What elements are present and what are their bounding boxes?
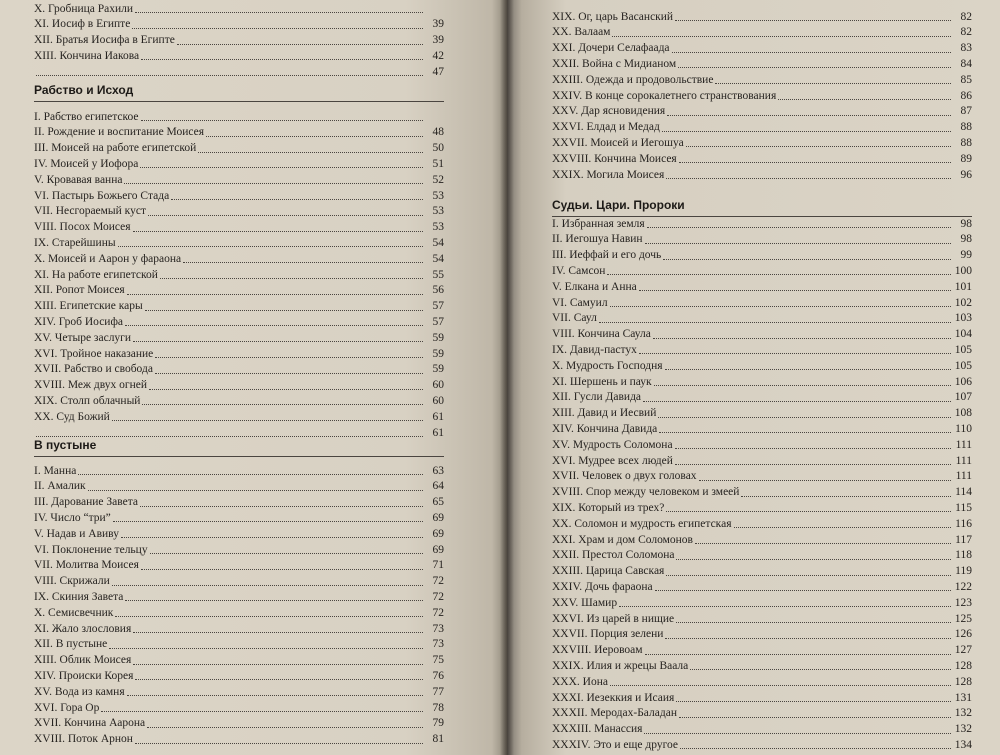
entry-title: VI. Пастырь Божьего Стада: [34, 189, 170, 202]
entry-title: IX. Давид-пастух: [552, 343, 637, 356]
entry-title: XXIII. Одежда и продовольствие: [552, 73, 714, 86]
entry-page-number: 132: [954, 707, 972, 720]
entry-page-number: 110: [955, 422, 972, 435]
entry-page-number: 126: [954, 628, 972, 641]
toc-entry: [34, 406, 444, 423]
entry-title: IV. Самсон: [552, 264, 606, 277]
entry-page-number: 65: [432, 496, 444, 509]
entry-page-number: 54: [432, 252, 444, 265]
entry-page-number: 85: [960, 73, 972, 86]
entry-title: IV. Моисей у Иофора: [34, 157, 139, 170]
toc-entry: [34, 523, 444, 540]
toc-entry: [552, 734, 972, 751]
toc-entry: [552, 324, 972, 341]
entry-page-number: 86: [960, 89, 972, 102]
entry-page-number: 99: [960, 249, 972, 262]
toc-entry: [34, 729, 444, 746]
toc-entry: [552, 576, 972, 593]
entry-page-number: 69: [432, 543, 444, 556]
toc-entry: [34, 106, 444, 123]
toc-entry: [552, 101, 972, 118]
toc-entry: [552, 132, 972, 149]
entry-page-number: 53: [432, 221, 444, 234]
entry-title: VI. Поклонение тельцу: [34, 543, 148, 556]
entry-title: XII. Гусли Давида: [552, 391, 642, 404]
toc-entry: [552, 466, 972, 483]
entry-page-number: 84: [960, 57, 972, 70]
toc-entry: [552, 482, 972, 499]
section-heading-wilderness: В пустыне: [34, 438, 97, 452]
entry-title: XIX. Столп облачный: [34, 394, 141, 407]
toc-entry: [552, 164, 972, 181]
toc-entry: [34, 681, 444, 698]
entry-title: I. Манна: [34, 464, 77, 477]
entry-title: XVII. Кончина Аарона: [34, 717, 146, 730]
entry-page-number: 55: [432, 268, 444, 281]
entry-page-number: 69: [432, 527, 444, 540]
entry-page-number: 118: [955, 549, 972, 562]
toc-entry: [552, 545, 972, 562]
toc-entry: [34, 296, 444, 313]
entry-title: I. Избранная земля: [552, 217, 645, 230]
toc-entry: [34, 201, 444, 218]
entry-page-number: 111: [955, 470, 972, 483]
toc-entry: [552, 69, 972, 86]
entry-page-number: 127: [954, 644, 972, 657]
entry-title: XXXII. Меродах-Баладан: [552, 707, 677, 720]
entry-page-number: 59: [432, 331, 444, 344]
toc-entry: [34, 713, 444, 730]
entry-page-number: 72: [432, 590, 444, 603]
toc-entry: [34, 697, 444, 714]
toc-entry: [552, 339, 972, 356]
entry-title: I. Рабство египетское: [34, 110, 139, 123]
entry-page-number: 134: [954, 738, 972, 751]
entry-title: XVII. Рабство и свобода: [34, 363, 153, 376]
entry-title: XXIX. Илия и жрецы Ваала: [552, 659, 689, 672]
entry-title: XXXIII. Манассия: [552, 723, 643, 736]
entry-page-number: 111: [955, 438, 972, 451]
entry-page-number: 39: [432, 34, 444, 47]
toc-entry: [34, 618, 444, 635]
entry-page-number: 82: [960, 26, 972, 39]
toc-entry: [34, 390, 444, 407]
toc-entry: [552, 450, 972, 467]
dot-leader: [666, 178, 951, 179]
entry-title: IV. Число “три”: [34, 511, 111, 524]
toc-entry: [34, 169, 444, 186]
entry-title: XXII. Война с Мидианом: [552, 57, 677, 70]
entry-page-number: 53: [432, 205, 444, 218]
entry-page-number: 52: [432, 173, 444, 186]
toc-entry: [552, 497, 972, 514]
toc-entry: [34, 460, 444, 477]
toc-entry: [552, 561, 972, 578]
entry-title: XXV. Шамир: [552, 596, 618, 609]
entry-title: II. Амалик: [34, 480, 86, 493]
toc-entry: [34, 248, 444, 265]
entry-page-number: 72: [432, 575, 444, 588]
entry-page-number: 76: [432, 669, 444, 682]
toc-entry: [552, 260, 972, 277]
entry-title: XXV. Дар ясновидения: [552, 105, 666, 118]
entry-page-number: 51: [432, 157, 444, 170]
toc-entry: [34, 138, 444, 155]
entry-title: XX. Валаам: [552, 26, 611, 39]
entry-title: XIV. Кончина Давида: [552, 422, 658, 435]
entry-page-number: 63: [432, 464, 444, 477]
toc-entry: [552, 624, 972, 641]
entry-title: XIV. Гроб Иосифа: [34, 315, 124, 328]
toc-entry: [552, 719, 972, 736]
entry-page-number: 53: [432, 189, 444, 202]
entry-page-number: 103: [954, 312, 972, 325]
entry-page-number: 61: [432, 426, 444, 439]
entry-page-number: 78: [432, 701, 444, 714]
toc-entry: [552, 117, 972, 134]
entry-page-number: 114: [955, 486, 972, 499]
toc-entry: [34, 14, 444, 31]
entry-page-number: 42: [432, 49, 444, 62]
toc-entry: [552, 703, 972, 720]
entry-page-number: 132: [954, 723, 972, 736]
entry-title: XI. На работе египетской: [34, 268, 158, 281]
entry-title: XXVIII. Кончина Моисея: [552, 152, 677, 165]
toc-entry: [552, 387, 972, 404]
entry-page-number: 50: [432, 142, 444, 155]
entry-page-number: 88: [960, 121, 972, 134]
entry-page-number: 75: [432, 654, 444, 667]
entry-title: XVII. Человек о двух головах: [552, 470, 697, 483]
entry-page-number: 128: [954, 675, 972, 688]
toc-entry: [34, 343, 444, 360]
entry-title: XI. Жало злословия: [34, 622, 132, 635]
toc-entry: [552, 53, 972, 70]
toc-entry: [34, 217, 444, 234]
entry-title: XXX. Иона: [552, 675, 608, 688]
entry-page-number: 59: [432, 363, 444, 376]
entry-page-number: 119: [955, 565, 972, 578]
entry-title: XXIX. Могила Моисея: [552, 168, 665, 181]
entry-title: IX. Старейшины: [34, 236, 116, 249]
entry-page-number: 125: [954, 612, 972, 625]
entry-title: XII. Ропот Моисея: [34, 284, 125, 297]
entry-page-number: 105: [954, 359, 972, 372]
entry-title: VI. Самуил: [552, 296, 608, 309]
entry-title: XV. Вода из камня: [34, 685, 125, 698]
toc-entry: [34, 153, 444, 170]
entry-page-number: 82: [960, 10, 972, 23]
toc-entry: [552, 229, 972, 246]
entry-title: XIII. Кончина Иакова: [34, 49, 140, 62]
right-page: [507, 0, 1000, 755]
toc-entry: [552, 592, 972, 609]
entry-page-number: 60: [432, 379, 444, 392]
entry-page-number: 98: [960, 233, 972, 246]
toc-entry: [552, 371, 972, 388]
toc-entry: [552, 6, 972, 23]
dot-leader: [680, 748, 951, 749]
entry-page-number: 122: [954, 580, 972, 593]
entry-title: XVI. Гора Ор: [34, 701, 100, 714]
toc-entry: [552, 22, 972, 39]
entry-page-number: 107: [954, 391, 972, 404]
entry-title: II. Рождение и воспитание Моисея: [34, 126, 205, 139]
entry-page-number: 60: [432, 394, 444, 407]
entry-page-number: 57: [432, 315, 444, 328]
entry-title: XXIV. Дочь фараона: [552, 580, 653, 593]
entry-page-number: 72: [432, 606, 444, 619]
toc-entry: [552, 513, 972, 530]
entry-page-number: 47: [432, 65, 444, 78]
entry-title: XXI. Дочери Селафаада: [552, 42, 670, 55]
toc-entry: [34, 492, 444, 509]
entry-page-number: 89: [960, 152, 972, 165]
entry-title: III. Иеффай и его дочь: [552, 249, 662, 262]
entry-title: V. Надав и Авиву: [34, 527, 119, 540]
toc-entry: [34, 232, 444, 249]
entry-title: X. Семисвечник: [34, 606, 114, 619]
toc-entry: [34, 602, 444, 619]
toc-entry: [552, 687, 972, 704]
toc-entry: [34, 555, 444, 572]
entry-page-number: 100: [954, 264, 972, 277]
entry-title: II. Иегошуа Навин: [552, 233, 643, 246]
entry-title: XVIII. Меж двух огней: [34, 379, 147, 392]
entry-title: XVI. Мудрее всех людей: [552, 454, 673, 467]
entry-title: XX. Суд Божий: [34, 410, 110, 423]
entry-title: VIII. Посох Моисея: [34, 221, 131, 234]
toc-entry: [34, 375, 444, 392]
entry-page-number: 56: [432, 284, 444, 297]
toc-entry: [34, 122, 444, 139]
section-heading-judges-kings-prophets: Судьи. Цари. Пророки: [552, 198, 685, 212]
entry-title: XXIII. Царица Савская: [552, 565, 665, 578]
toc-entry: [552, 608, 972, 625]
toc-entry: [552, 418, 972, 435]
entry-title: XIX. Который из трех?: [552, 501, 665, 514]
toc-entry: [552, 245, 972, 262]
entry-title: XVIII. Поток Арнон: [34, 733, 133, 746]
toc-entry: [34, 311, 444, 328]
toc-entry: [552, 655, 972, 672]
entry-title: VII. Саул: [552, 312, 597, 325]
entry-title: X. Моисей и Аарон у фараона: [34, 252, 182, 265]
toc-entry: [552, 355, 972, 372]
entry-title: IX. Скиния Завета: [34, 590, 124, 603]
toc-entry: [552, 276, 972, 293]
entry-title: XVIII. Спор между человеком и змеей: [552, 486, 740, 499]
entry-page-number: 102: [954, 296, 972, 309]
entry-title: XIII. Давид и Иесвий: [552, 407, 657, 420]
entry-title: XIV. Происки Корея: [34, 669, 134, 682]
toc-entry: [34, 30, 444, 47]
entry-page-number: 59: [432, 347, 444, 360]
entry-title: XXXIV. Это и еще другое: [552, 738, 679, 751]
entry-page-number: 69: [432, 511, 444, 524]
entry-page-number: 87: [960, 105, 972, 118]
entry-title: XXVII. Порция зелени: [552, 628, 664, 641]
entry-page-number: 73: [432, 638, 444, 651]
entry-page-number: 88: [960, 136, 972, 149]
dot-leader: [36, 436, 423, 437]
entry-title: XXIV. В конце сорокалетнего странствования: [552, 89, 777, 102]
entry-page-number: 54: [432, 236, 444, 249]
entry-title: XII. В пустыне: [34, 638, 108, 651]
entry-title: XI. Шершень и паук: [552, 375, 652, 388]
entry-page-number: 131: [954, 691, 972, 704]
toc-entry: [34, 476, 444, 493]
heading-rule: [34, 101, 444, 102]
toc-entry: [34, 45, 444, 62]
entry-title: III. Моисей на работе египетской: [34, 142, 197, 155]
toc-entry: [552, 38, 972, 55]
toc-entry: [552, 640, 972, 657]
entry-title: XII. Братья Иосифа в Египте: [34, 34, 175, 47]
toc-entry: [34, 359, 444, 376]
entry-page-number: 106: [954, 375, 972, 388]
toc-entry: [552, 213, 972, 230]
toc-entry: [34, 586, 444, 603]
toc-entry: [34, 0, 444, 15]
entry-title: XVI. Тройное наказание: [34, 347, 154, 360]
entry-title: XXVI. Елдад и Медад: [552, 121, 660, 134]
toc-entry: [34, 61, 444, 78]
entry-page-number: 83: [960, 42, 972, 55]
entry-page-number: 101: [954, 280, 972, 293]
entry-title: XXVI. Из царей в нищие: [552, 612, 675, 625]
entry-page-number: 105: [954, 343, 972, 356]
entry-page-number: 81: [432, 733, 444, 746]
entry-title: VIII. Скрижали: [34, 575, 110, 588]
entry-page-number: 117: [955, 533, 972, 546]
entry-title: V. Елкана и Анна: [552, 280, 637, 293]
entry-page-number: 79: [432, 717, 444, 730]
book-gutter: [500, 0, 514, 755]
entry-title: XXII. Престол Соломона: [552, 549, 675, 562]
entry-title: XIII. Облик Моисея: [34, 654, 132, 667]
entry-title: VII. Несгораемый куст: [34, 205, 146, 218]
entry-page-number: 96: [960, 168, 972, 181]
entry-title: VIII. Кончина Саула: [552, 328, 651, 341]
entry-title: XIX. Ог, царь Васанский: [552, 10, 674, 23]
entry-title: XI. Иосиф в Египте: [34, 18, 131, 31]
toc-entry: [34, 634, 444, 651]
entry-page-number: 98: [960, 217, 972, 230]
entry-page-number: 115: [955, 501, 972, 514]
toc-entry: [552, 403, 972, 420]
heading-rule: [34, 456, 444, 457]
toc-entry: [34, 539, 444, 556]
entry-title: VII. Молитва Моисея: [34, 559, 139, 572]
entry-title: V. Кровавая ванна: [34, 173, 123, 186]
entry-title: XIII. Египетские кары: [34, 300, 143, 313]
entry-title: XXVIII. Иеровоам: [552, 644, 643, 657]
entry-title: XV. Мудрость Соломона: [552, 438, 673, 451]
toc-entry: [34, 650, 444, 667]
toc-entry: [34, 185, 444, 202]
entry-title: XV. Четыре заслуги: [34, 331, 132, 344]
entry-page-number: 48: [432, 126, 444, 139]
dot-leader: [135, 743, 423, 744]
entry-title: X. Мудрость Господня: [552, 359, 663, 372]
toc-entry: [34, 665, 444, 682]
toc-entry: [552, 85, 972, 102]
toc-entry: [34, 571, 444, 588]
entry-title: XXVII. Моисей и Иегошуа: [552, 136, 684, 149]
toc-entry: [552, 671, 972, 688]
toc-entry: [552, 434, 972, 451]
entry-page-number: 71: [432, 559, 444, 572]
entry-title: XX. Соломон и мудрость египетская: [552, 517, 732, 530]
entry-page-number: 123: [954, 596, 972, 609]
entry-page-number: 128: [954, 659, 972, 672]
toc-entry: [34, 264, 444, 281]
toc-entry: [552, 308, 972, 325]
toc-entry: [34, 280, 444, 297]
toc-entry: [552, 529, 972, 546]
toc-entry: [552, 148, 972, 165]
entry-page-number: 73: [432, 622, 444, 635]
entry-page-number: 39: [432, 18, 444, 31]
entry-page-number: 116: [955, 517, 972, 530]
section-heading-slavery-exodus: Рабство и Исход: [34, 83, 134, 97]
dot-leader: [36, 75, 423, 76]
entry-page-number: 111: [955, 454, 972, 467]
toc-entry: [34, 327, 444, 344]
entry-title: III. Дарование Завета: [34, 496, 138, 509]
entry-page-number: 77: [432, 685, 444, 698]
entry-page-number: 64: [432, 480, 444, 493]
toc-entry: [552, 292, 972, 309]
entry-page-number: 57: [432, 300, 444, 313]
toc-entry: [34, 422, 444, 439]
entry-page-number: 108: [954, 407, 972, 420]
entry-title: XXI. Храм и дом Соломонов: [552, 533, 693, 546]
toc-entry: [34, 507, 444, 524]
entry-title: X. Гробница Рахили: [34, 2, 134, 15]
entry-page-number: 104: [954, 328, 972, 341]
entry-page-number: 61: [432, 410, 444, 423]
entry-title: XXXI. Иезеккия и Исаия: [552, 691, 675, 704]
